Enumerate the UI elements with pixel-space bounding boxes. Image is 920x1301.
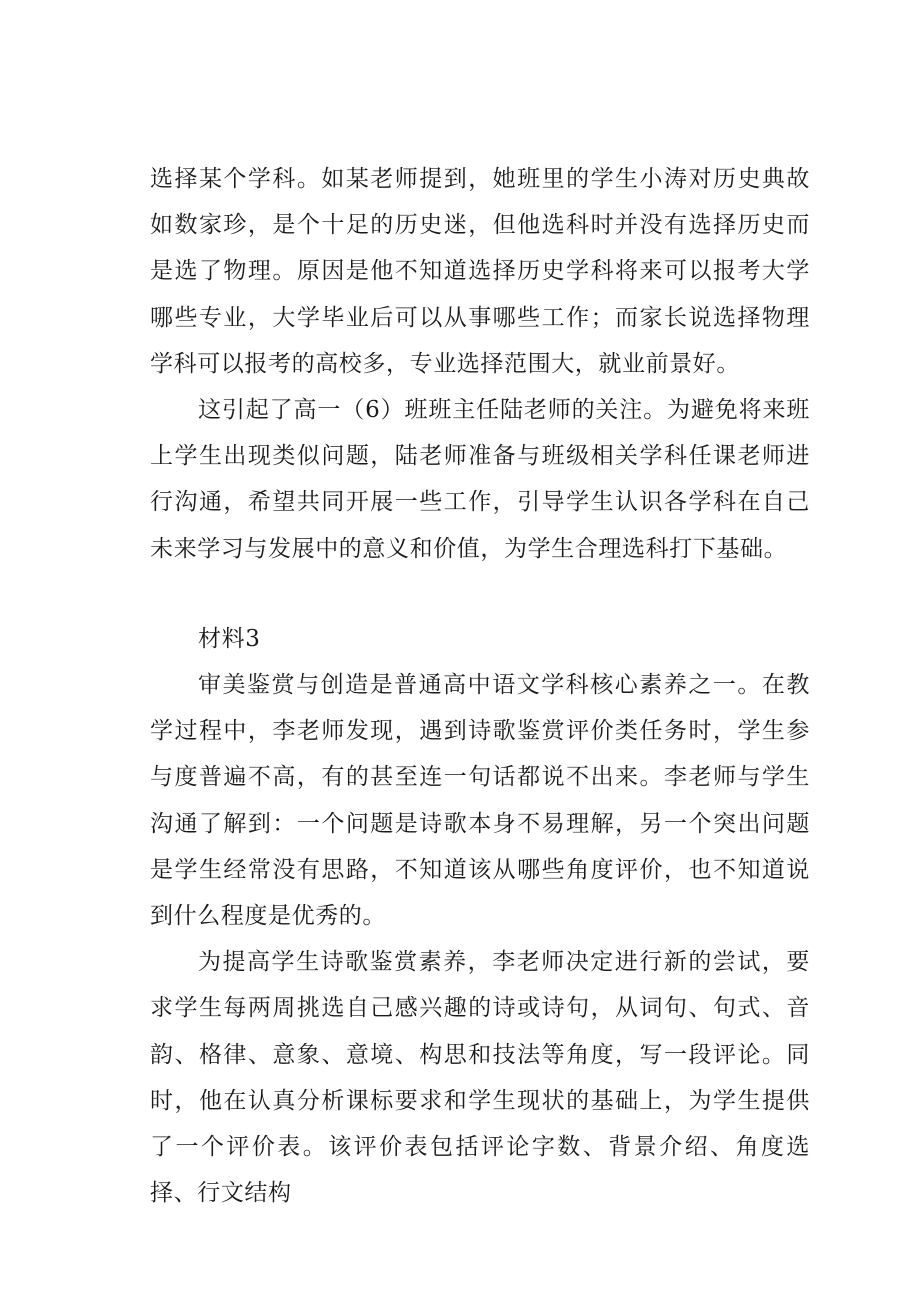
paragraph-class-teacher: 这引起了高一（6）班班主任陆老师的关注。为避免将来班上学生出现类似问题，陆老师准备与班级相关学科任课老师进行沟通，希望共同开展一些工作，引导学生认识各学科在自己未来学习与发展中的意义和价值，为学生合理选科打下基础。 — [150, 397, 810, 562]
paragraph-continued: 选择某个学科。如某老师提到，她班里的学生小涛对历史典故如数家珍，是个十足的历史迷，但他选科时并没有选择历史而是选了物理。原因是他不知道选择历史学科将来可以报考大学哪些专业，大学毕业后可以从事哪些工作；而家长说选择物理学科可以报考的高校多，专业选择范围大，就业前景好。 — [150, 166, 810, 377]
document-body — [150, 156, 810, 1216]
paragraph-poetry-evaluation: 为提高学生诗歌鉴赏素养，李老师决定进行新的尝试，要求学生每两周挑选自己感兴趣的诗或诗句，从词句、句式、音韵、格律、意象、意境、构思和技法等角度，写一段评论。同时，他在认真分析课标要求和学生现状的基础上，为学生提供了一个评价表。该评价表包括评论字数、背景介绍、角度选择、行文结构 — [150, 949, 810, 1207]
paragraph-aesthetic-appreciation: 审美鉴赏与创造是普通高中语文学科核心素养之一。在教学过程中，李老师发现，遇到诗歌鉴赏评价类任务时，学生参与度普遍不高，有的甚至连一句话都说不出来。李老师与学生沟通了解到：一个问题是诗歌本身不易理解，另一个突出问题是学生经常没有思路，不知道该从哪些角度评价，也不知道说到什么程度是优秀的。 — [150, 672, 810, 930]
section-heading-material-3: 材料3 — [198, 625, 261, 652]
section-gap — [150, 572, 810, 616]
